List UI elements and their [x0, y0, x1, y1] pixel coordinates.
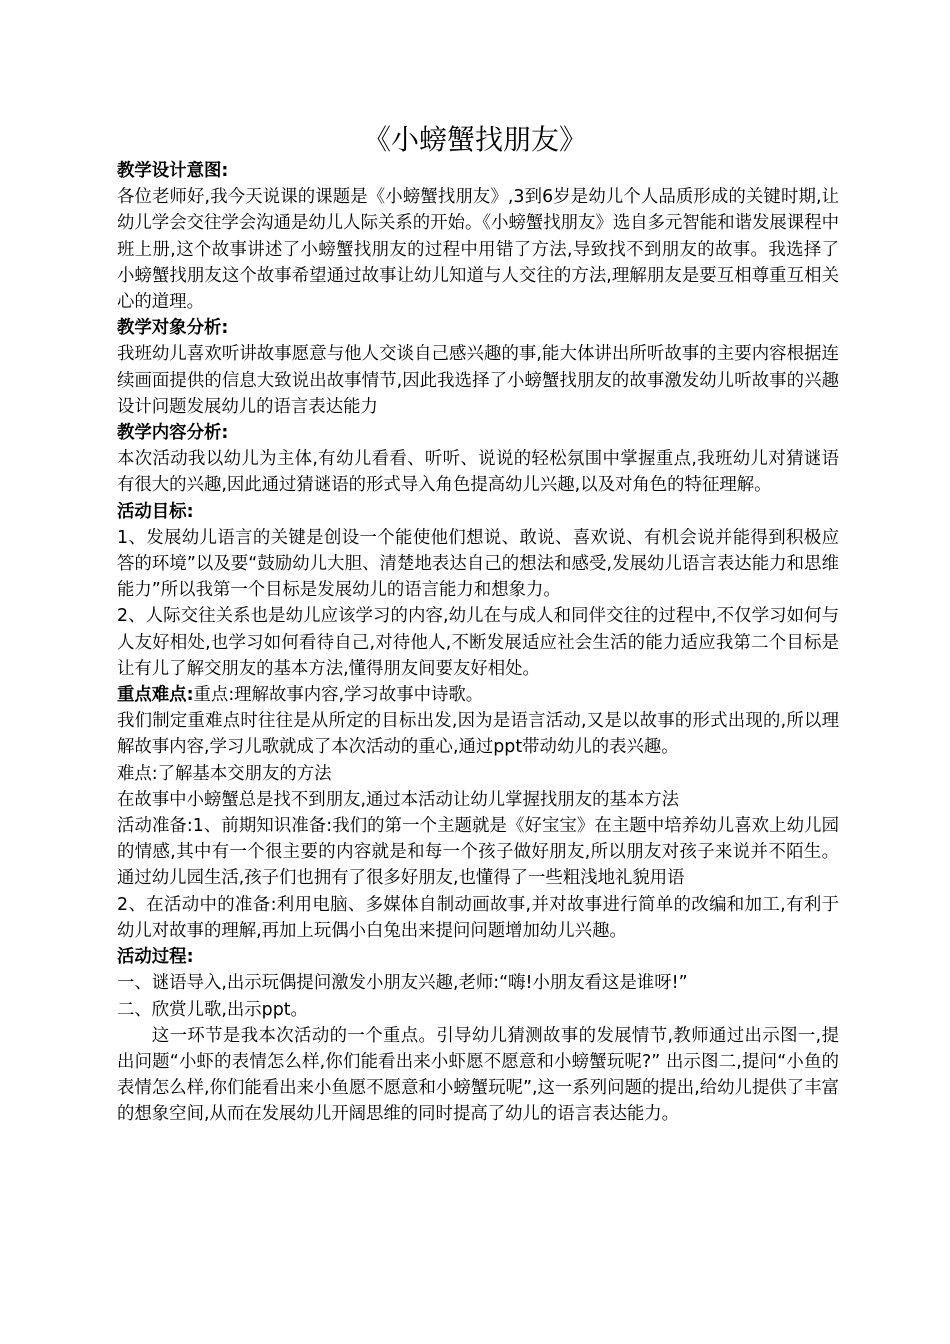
content-heading: 教学内容分析: — [117, 423, 229, 444]
key-points-heading: 重点难点: — [117, 685, 194, 706]
content-text: 本次活动我以幼儿为主体,有幼儿看看、听听、说说的轻松氛围中掌握重点,我班幼儿对猜谜语有很大的兴趣,因此通过猜谜语的形式导入角色提高幼儿兴趣,以及对角色的特征理解。 — [117, 449, 839, 496]
design-intent-heading: 教学设计意图: — [117, 161, 229, 181]
document-body — [117, 158, 839, 1128]
goal-item-1: 1、发展幼儿语言的关键是创设一个能使他们想说、敢说、喜欢说、有机会说并能得到积极应答的环境”以及要“鼓励幼儿大胆、清楚地表达自己的想法和感受,发展幼儿语言表达能力和思维能力”所以我第一个目标是发展幼儿的语言能力和想象力。 — [117, 527, 839, 601]
process-heading: 活动过程: — [117, 947, 194, 968]
prep-item-1: 活动准备:1、前期知识准备:我们的第一个主题就是《好宝宝》在主题中培养幼儿喜欢上幼儿园的情感,其中有一个很主要的内容就是和每一个孩子做好朋友,所以朋友对孩子来说并不陌生。通过幼儿园生活,孩子们也拥有了很多好朋友,也懂得了一些粗浅地礼貌用语 — [117, 816, 839, 889]
process-step-2-detail: 这一环节是我本次活动的一个重点。引导幼儿猜测故事的发展情节,教师通过出示图一,提出问题“小虾的表情怎么样,你们能看出来小虾愿不愿意和小螃蟹玩呢?” 出示图二,提问“小鱼的表情怎么样,你们能看出来小鱼愿不愿意和小螃蟹玩呢”,这一系列问题的提出,给幼儿提供了丰富的想象空间,从而在发展幼儿开阔思维的同时提高了幼儿的语言表达能力。 — [117, 1025, 839, 1125]
process-step-2: 二、欣赏儿歌,出示ppt。 — [117, 999, 308, 1020]
difficulty-explain: 在故事中小螃蟹总是找不到朋友,通过本活动让幼儿掌握找朋友的基本方法 — [117, 789, 680, 810]
goal-item-2: 2、人际交往关系也是幼儿应该学习的内容,幼儿在与成人和同伴交往的过程中,不仅学习如何与人友好相处,也学习如何看待自己,对待他人,不断发展适应社会生活的能力适应我第二个目标是让有儿了解交朋友的基本方法,懂得朋友间要友好相处。 — [117, 606, 839, 679]
design-intent-text: 各位老师好,我今天说课的课题是《小螃蟹找朋友》,3到6岁是幼儿个人品质形成的关键时期,让幼儿学会交往学会沟通是幼儿人际关系的开始。《小螃蟹找朋友》选自多元智能和谐发展课程中班上册,这个故事讲述了小螃蟹找朋友的过程中用错了方法,导致找不到朋友的故事。我选择了小螃蟹找朋友这个故事希望通过故事让幼儿知道与人交往的方法,理解朋友是要互相尊重互相关心的道理。 — [117, 187, 839, 313]
process-step-1: 一、谜语导入,出示玩偶提问激发小朋友兴趣,老师:“嗨!小朋友看这是谁呀!” — [117, 973, 688, 994]
goals-heading: 活动目标: — [117, 501, 194, 522]
key-point-explain: 我们制定重难点时往往是从所定的目标出发,因为是语言活动,又是以故事的形式出现的,所以理解故事内容,学习儿歌就成了本次活动的重心,通过ppt带动幼儿的表兴趣。 — [117, 711, 839, 758]
audience-heading: 教学对象分析: — [117, 318, 229, 339]
document-title: 《小螃蟹找朋友》 — [362, 123, 587, 156]
difficulty-point: 难点:了解基本交朋友的方法 — [117, 763, 332, 784]
key-point: 重点:理解故事内容,学习故事中诗歌。 — [193, 685, 484, 706]
key-points-line — [117, 682, 839, 708]
prep-item-2: 2、在活动中的准备:利用电脑、多媒体自制动画故事,并对故事进行简单的改编和加工,有利于幼儿对故事的理解,再加上玩偶小白兔出来提问问题增加幼儿兴趣。 — [117, 894, 839, 941]
audience-text: 我班幼儿喜欢听讲故事愿意与他人交谈自己感兴趣的事,能大体讲出所听故事的主要内容根据连续画面提供的信息大致说出故事情节,因此我选择了小螃蟹找朋友的故事激发幼儿听故事的兴趣设计问题发展幼儿的语言表达能力 — [117, 344, 839, 417]
